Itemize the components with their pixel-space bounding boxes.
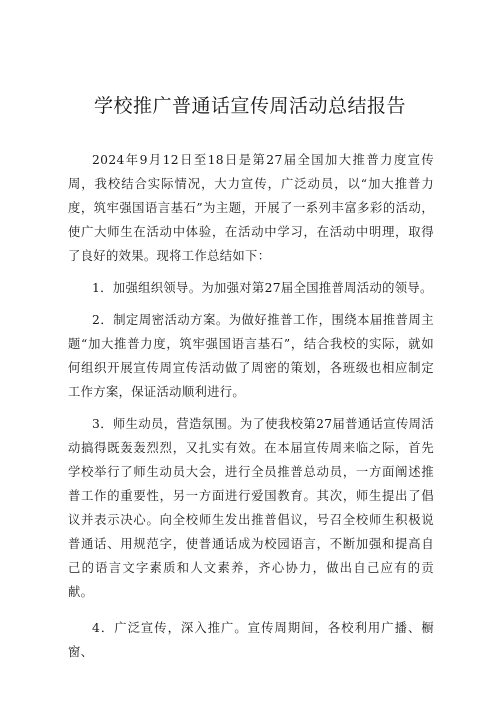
section-2-paragraph: 2．制定周密活动方案。为做好推普工作，围绕本届推普周主题“加大推普力度，筑牢强国语言基石”，结合我校的实际，就如何组织开展宣传周宣传活动做了周密的策划，各班级也相应制定工作方案，保证活动顺利进行。 [68, 313, 434, 399]
section-3-paragraph: 3．师生动员，营造氛围。为了使我校第27届普通话宣传周活动搞得既轰轰烈烈，又扎实有效。在本届宣传周来临之际，首先学校举行了师生动员大会，进行全员推普总动员，一方面阐述推普工作的重要性，另一方面进行爱国教育。其次，师生提出了倡议并表示决心。向全校师生发出推普倡议，号召全校师生积极说普通话、用规范字，使普通话成为校园语言，不断加强和提高自己的语言文字素质和人文素养，齐心协力，做出自己应有的贡献。 [68, 417, 434, 599]
document-title: 学校推广普通话宣传周活动总结报告 [93, 95, 406, 117]
section-1-paragraph: 1．加强组织领导。为加强对第27届全国推普周活动的领导。 [92, 281, 433, 295]
intro-paragraph: 2024年9月12日至18日是第27届全国加大推普力度宣传周，我校结合实际情况，大力宣传，广泛动员，以“加大推普力度，筑牢强国语言基石”为主题，开展了一系列丰富多彩的活动，使广大师生在活动中体验，在活动中学习，在活动中明理，取得了良好的效果。现将工作总结如下： [68, 153, 434, 263]
document-body [68, 148, 434, 664]
section-4-paragraph: 4．广泛宣传，深入推广。宣传周期间，各校利用广播、橱窗、 [68, 621, 434, 659]
